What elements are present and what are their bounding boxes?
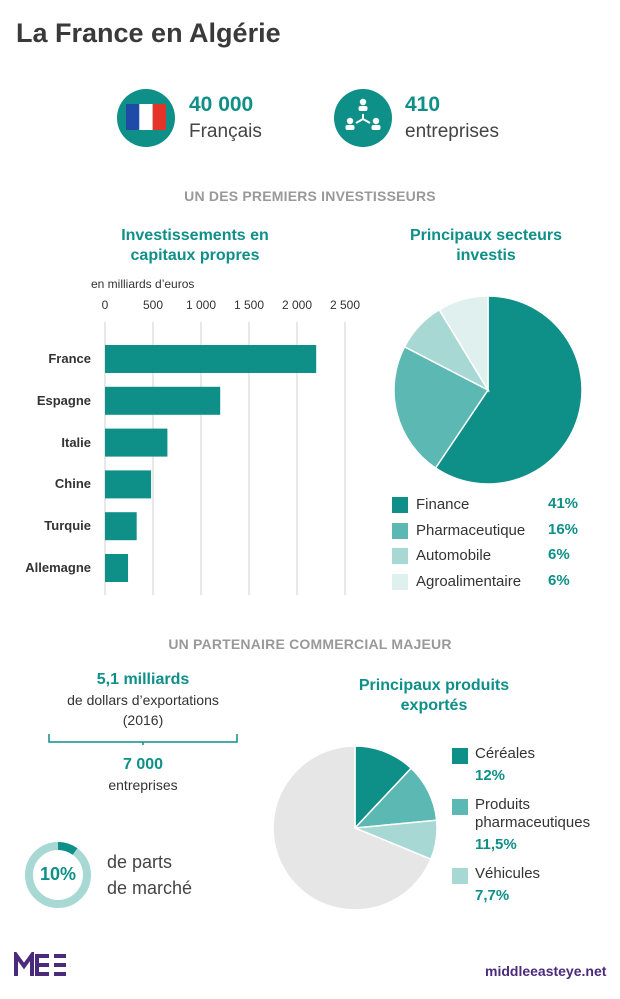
legend-value: 16% [548,520,579,538]
site-url[interactable]: middleeasteye.net [485,963,607,979]
section-investors-heading: UN DES PREMIERS INVESTISSEURS [184,188,436,204]
bar-chart-title-line2: capitaux propres [130,247,260,264]
legend-swatch [452,799,468,815]
exports-line2: (2016) [122,712,164,728]
stat-number-french: 40 000 [189,93,254,116]
legend-swatch [452,868,468,884]
legend-label: Produits [475,796,531,813]
bar-italie [105,429,167,457]
legend-label: Finance [416,496,470,513]
sectors-legend-item [392,546,592,566]
legend-label: Agroalimentaire [416,572,522,590]
sectors-legend-item [392,521,592,541]
legend-value: 41% [548,495,579,512]
bar-tick-label: 500 [142,298,164,312]
legend-swatch [452,748,468,764]
exports-companies-number: 7 000 [122,756,164,773]
exports-bracket [48,733,238,745]
sectors-pie-title-line1: Principaux secteurs [409,227,563,244]
bar-category-label: Italie [61,434,91,450]
stat-label-french: Français [189,121,262,142]
legend-value: 6% [548,546,570,563]
legend-value: 12% [475,767,506,784]
market-share-percent: 10% [39,864,77,884]
page-title: La France en Algérie [16,18,281,48]
sectors-pie-chart [390,292,590,492]
legend-label: Véhicules [475,865,541,882]
market-share-line1: de parts [107,852,173,872]
bar-tick-label: 0 [101,298,109,312]
legend-swatch [392,523,408,539]
exports-pie-title [334,676,534,716]
bar-tick-label: 2 000 [281,298,313,312]
bar-category-label: Espagne [36,392,91,408]
legend-swatch [392,497,408,513]
sectors-legend-item [392,572,592,592]
bar-category-label: Allemagne [25,560,91,575]
sectors-pie-title [386,226,586,266]
bar-tick-label: 1 500 [233,298,265,312]
exports-headline: 5,1 milliards [96,671,190,688]
legend-label: Automobile [416,547,492,564]
legend-value: 11,5% [475,836,517,853]
legend-swatch [392,574,408,590]
sectors-legend-item [392,495,592,515]
bar-turquie [105,512,137,540]
bar-category-label: Turquie [44,518,91,534]
legend-swatch [392,548,408,564]
market-share-line2: de marché [107,878,193,898]
legend-label: pharmaceutiques [475,814,591,831]
exports-line1: de dollars d’exportations [67,692,219,708]
bar-tick-label: 2 500 [329,298,361,312]
bar-france [105,345,316,373]
bar-chart-title-line1: Investissements en [121,227,269,244]
stat-number-companies: 410 [405,93,441,116]
exports-pie-title-line1: Principaux produits [358,677,510,694]
exports-companies-label: entreprises [108,777,178,793]
bar-espagne [105,387,220,415]
bar-allemagne [105,554,128,582]
stat-label-companies: entreprises [405,121,499,142]
legend-label: Pharmaceutique [416,521,526,539]
exports-pie-title-line2: exportés [400,697,468,714]
legend-value: 6% [548,571,570,589]
bar-category-label: France [48,351,91,366]
exports-pie-chart [270,743,440,913]
bar-chart-unit-label: en milliards d’euros [91,277,195,291]
donut-share-arc [58,846,75,852]
legend-label: Céréales [475,745,536,762]
sectors-pie-title-line2: investis [456,247,516,264]
bar-chine [105,470,151,498]
section-trade-heading: UN PARTENAIRE COMMERCIAL MAJEUR [168,636,452,652]
mee-logo [14,952,78,978]
bar-tick-label: 1 000 [185,298,217,312]
bar-chart [0,0,380,600]
bar-category-label: Chine [54,476,91,492]
legend-value: 7,7% [475,887,510,904]
